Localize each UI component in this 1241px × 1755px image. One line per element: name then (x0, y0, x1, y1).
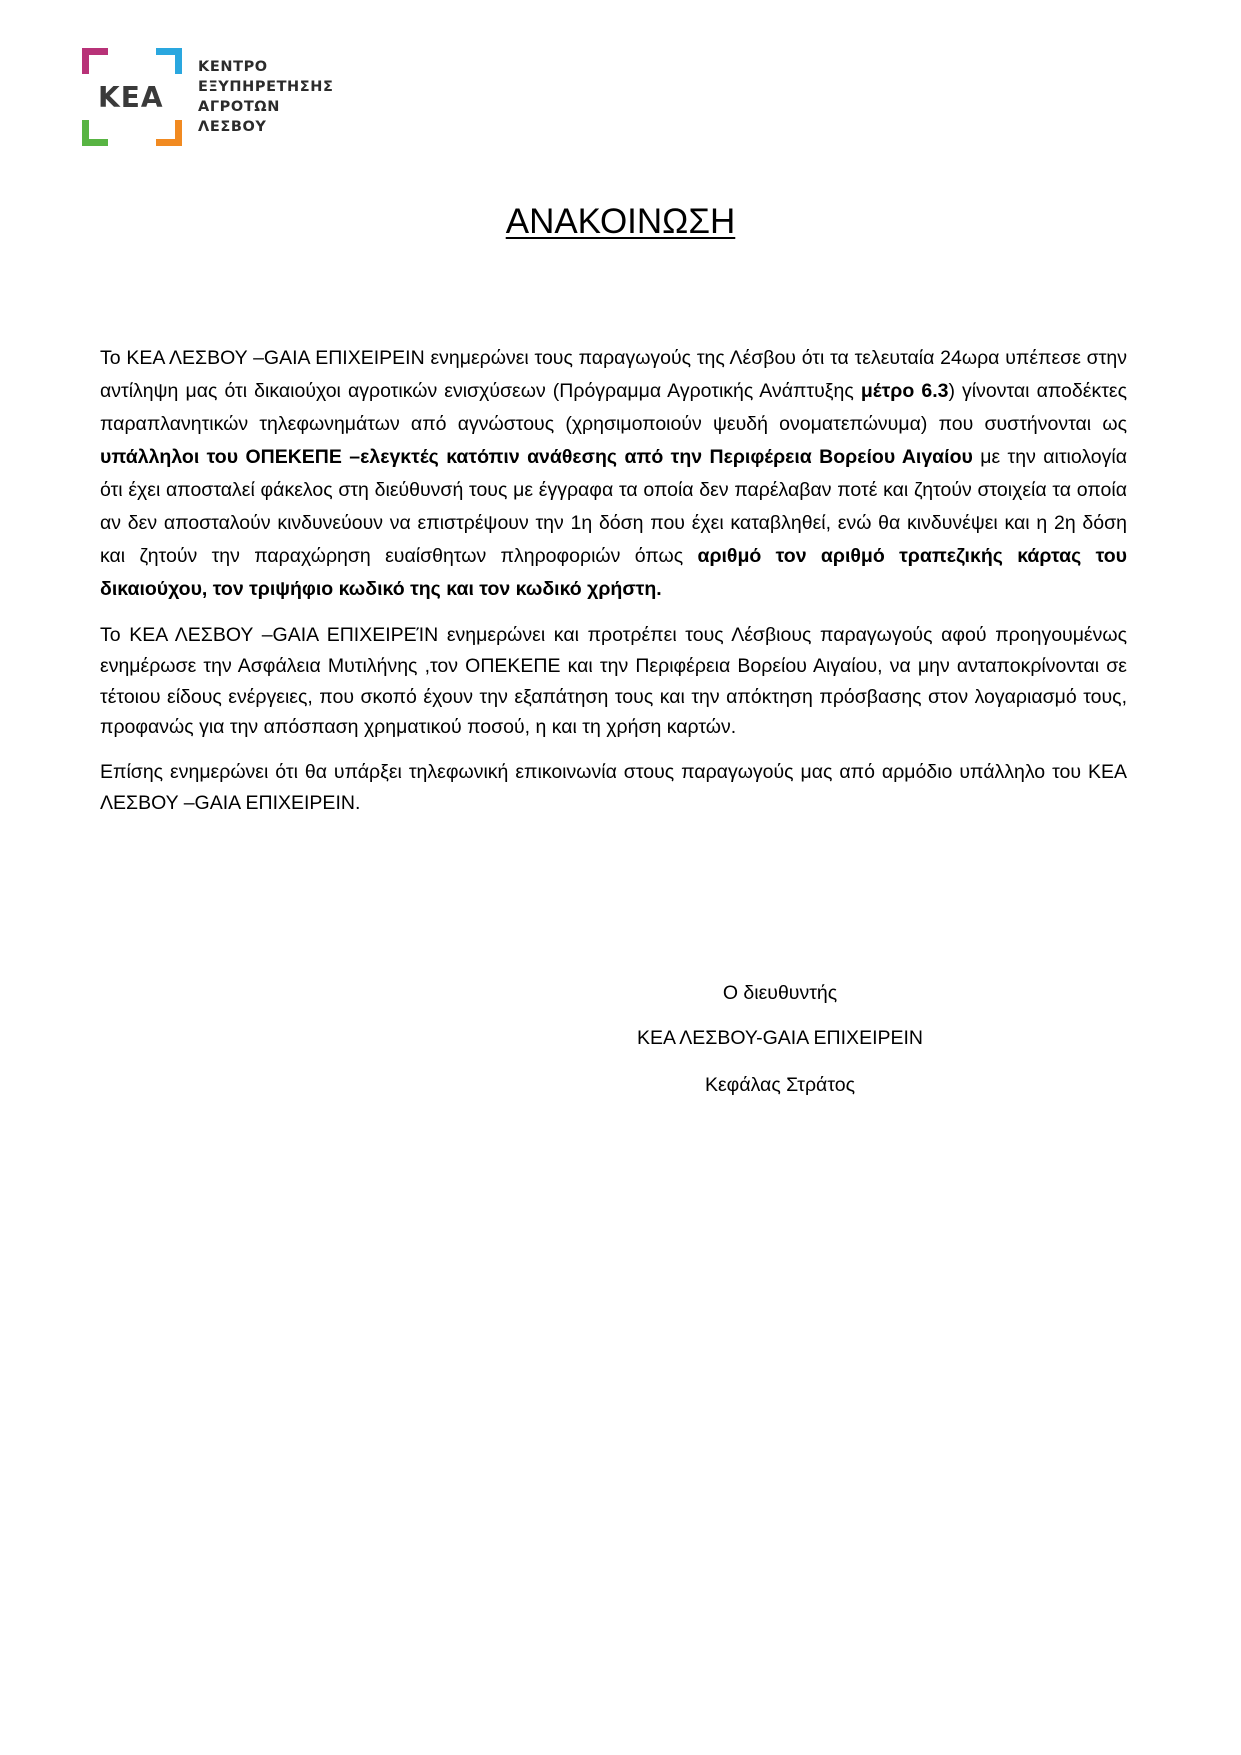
logo-line: ΛΕΣΒΟΥ (198, 119, 267, 135)
paragraph-advice: Το ΚΕΑ ΛΕΣΒΟΥ –GAIA ΕΠΙΧΕΙΡΕΊΝ ενημερώνει και προτρέπει τους Λέσβιους παραγωγούς αφού προηγουμένως ενημέρωσε την Ασφάλεια Μυτιλήνης ,τον ΟΠΕΚΕΠΕ και την Περιφέρεια Βορείου Αιγαίου, να μην ανταποκρίνονται σε τέτοιου είδους ενέργειες, που σκοπό έχουν την εξαπάτηση τους και την απόκτηση πρόσβασης στον λογαριασμό τους, προφανώς για την απόσπαση χρηματικού ποσού, η και τη χρήση καρτών. (100, 624, 1127, 739)
text-span: Το ΚΕΑ ΛΕΣΒΟΥ –GAIA ΕΠΙΧΕΙΡΕΙΝ ενημερώνει τους παραγωγούς της Λέσβου ότι τα τελευταία 24ωρα υπέπεσε στην αντίληψη μας ότι δικαιούχοι αγροτικών ενισχύσεων (Πρόγραμμα Αγροτικής Ανάπτυξης (100, 347, 1127, 402)
paragraph-warning (100, 342, 1127, 606)
kea-logo (82, 48, 182, 146)
logo-corner-top-right (156, 48, 182, 74)
announcement-body (100, 342, 1127, 819)
logo-line: ΚΕΝΤΡΟ (198, 59, 268, 75)
logo-corner-bottom-right (156, 120, 182, 146)
paragraph-contact: Επίσης ενημερώνει ότι θα υπάρξει τηλεφωνική επικοινωνία στους παραγωγούς μας από αρμόδιο υπάλληλο του ΚΕΑ ΛΕΣΒΟΥ –GAIA ΕΠΙΧΕΙΡΕΙΝ. (100, 761, 1127, 814)
logo-corner-top-left (82, 48, 108, 74)
bold-requested-info: αριθμό τον αριθμό τραπεζικής κάρτας του δικαιούχου, τον τριψήφιο κωδικό της και τον κωδικό χρήστη. (100, 545, 1127, 600)
signature-org: ΚΕΑ ΛΕΣΒΟΥ-GAIA ΕΠΙΧΕΙΡΕΙΝ (636, 1027, 924, 1049)
logo-mark: ΚΕΑ (98, 81, 164, 114)
logo-line: ΑΓΡΟΤΩΝ (198, 99, 280, 115)
logo-corner-bottom-left (82, 120, 108, 146)
bold-measure: μέτρο 6.3 (860, 380, 949, 402)
bold-impostors: υπάλληλοι του ΟΠΕΚΕΠΕ –ελεγκτές κατόπιν ανάθεσης από την Περιφέρεια Βορείου Αιγαίου (100, 446, 973, 468)
signature-name: Κεφάλας Στράτος (704, 1074, 856, 1096)
logo-text (198, 57, 334, 137)
logo-line: ΕΞΥΠΗΡΕΤΗΣΗΣ (198, 79, 334, 95)
announcement-title: ΑΝΑΚΟΙΝΩΣΗ (505, 202, 736, 241)
signature-role: Ο διευθυντής (722, 982, 838, 1004)
text-span: με την αιτιολογία ότι έχει αποσταλεί φάκελος στη διεύθυνσή τους με έγγραφα τα οποία δεν παρέλαβαν ποτέ και ζητούν στοιχεία τα οποία αν δεν αποσταλούν κινδυνεύουν να επιστρέψουν την 1η δόση που έχει καταβληθεί, ενώ θα κινδυνέψει και η 2η δόση και ζητούν την παραχώρηση ευαίσθητων πληροφοριών όπως (100, 446, 1127, 567)
text-span: ) γίνονται αποδέκτες παραπλανητικών τηλεφωνημάτων από αγνώστους (χρησιμοποιούν ψευδή ονοματεπώνυμα) που συστήνονται ως (100, 380, 1127, 435)
